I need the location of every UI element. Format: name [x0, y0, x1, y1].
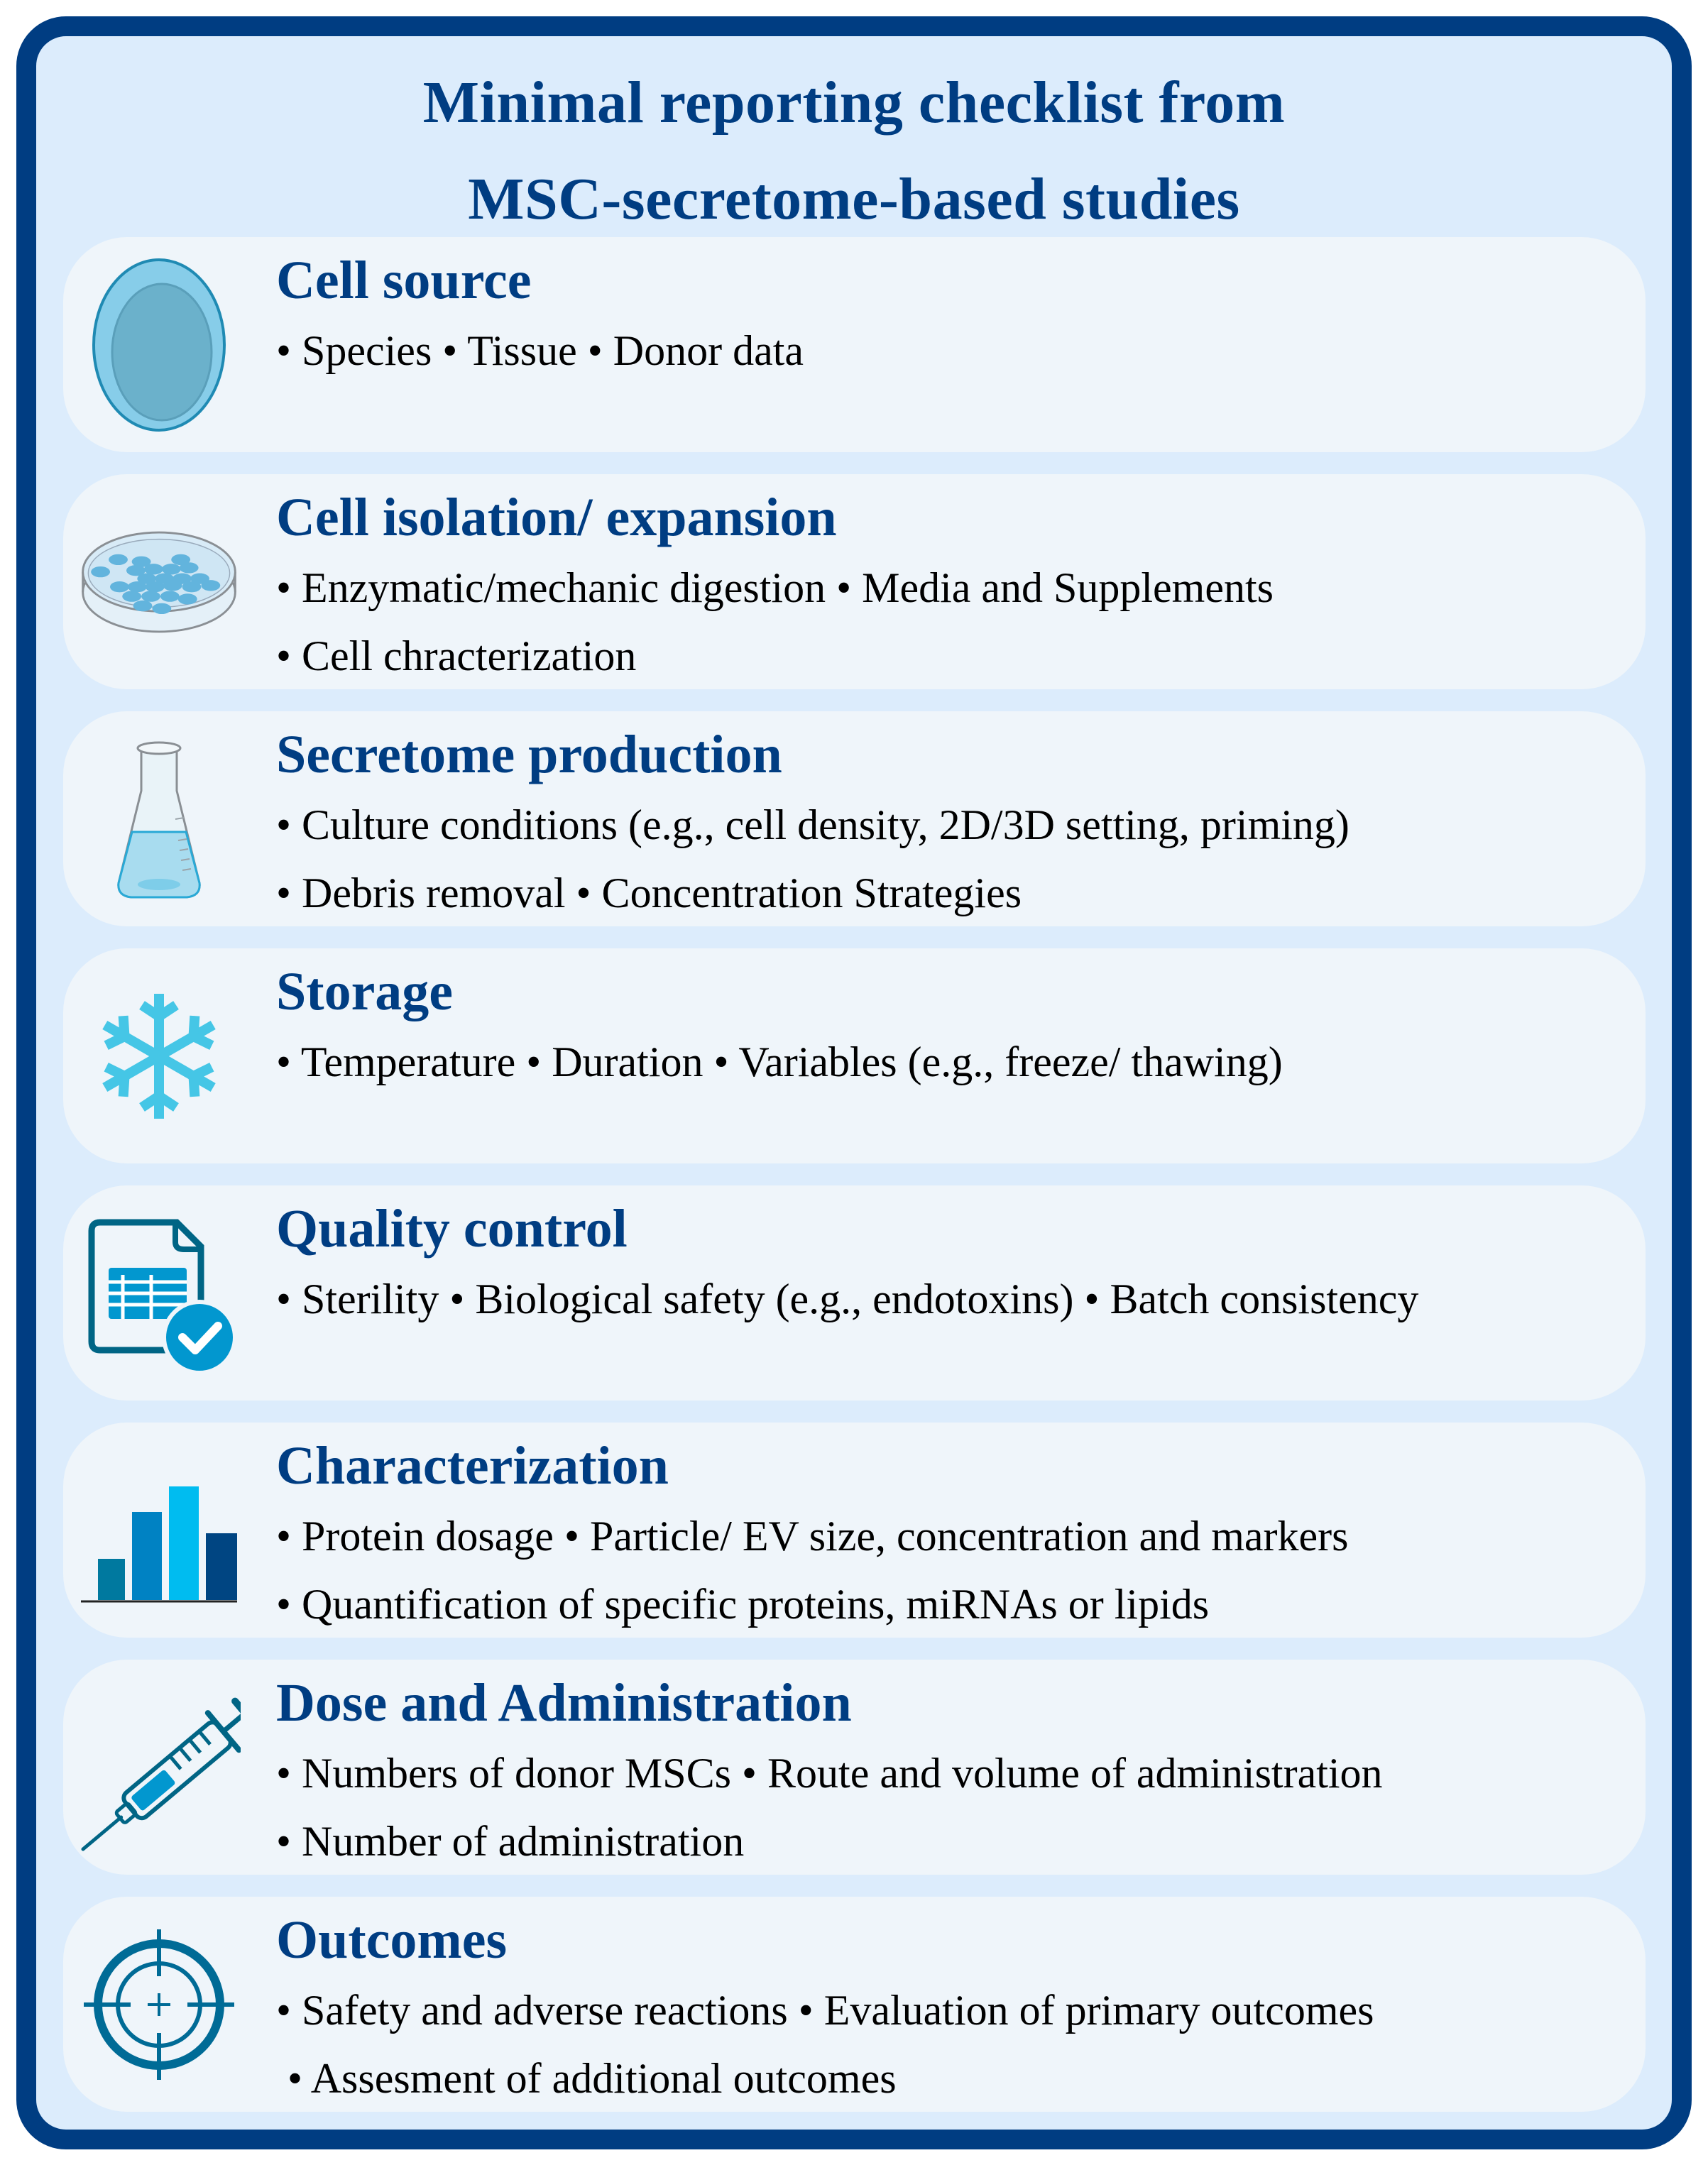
section-line: • Safety and adverse reactions • Evaluation of primary outcomes: [276, 1987, 1374, 2034]
target-icon: [77, 1897, 241, 2112]
section-line: • Cell chracterization: [276, 632, 637, 679]
section-heading: Cell isolation/ expansion: [276, 488, 837, 547]
spreadsheet-check-icon: [77, 1185, 241, 1401]
section-line: • Protein dosage • Particle/ EV size, concentration and markers: [276, 1513, 1349, 1560]
section-line: • Assesment of additional outcomes: [288, 2055, 897, 2102]
page-title: [36, 55, 1672, 248]
section-line: • Culture conditions (e.g., cell density, 2D/3D setting, priming): [276, 801, 1350, 848]
section-outcomes: [63, 1897, 1646, 2112]
section-heading: Characterization: [276, 1436, 669, 1496]
section-line: • Numbers of donor MSCs • Route and volume of administration: [276, 1750, 1383, 1797]
checklist-frame: [16, 16, 1692, 2149]
section-dose-administration: [63, 1660, 1646, 1875]
petri-dish-icon: [77, 474, 241, 689]
section-heading: Storage: [276, 962, 454, 1021]
section-storage: [63, 948, 1646, 1163]
section-line: • Temperature • Duration • Variables (e.g., freeze/ thawing): [276, 1039, 1283, 1085]
section-heading: Dose and Administration: [276, 1673, 852, 1733]
section-quality-control: [63, 1185, 1646, 1401]
bar-chart-icon: [77, 1423, 241, 1638]
section-line: • Debris removal • Concentration Strategies: [276, 870, 1022, 916]
flask-icon: [77, 711, 241, 926]
section-cell-isolation: [63, 474, 1646, 689]
cell-icon: [77, 237, 241, 452]
section-line: • Number of administration: [276, 1818, 745, 1865]
section-characterization: [63, 1423, 1646, 1638]
section-line: • Sterility • Biological safety (e.g., endotoxins) • Batch consistency: [276, 1276, 1419, 1322]
snowflake-icon: [77, 948, 241, 1163]
section-line: • Species • Tissue • Donor data: [276, 327, 804, 374]
syringe-icon: [77, 1660, 241, 1875]
section-heading: Outcomes: [276, 1910, 508, 1970]
section-secretome-production: [63, 711, 1646, 926]
title-line-2: MSC-secretome-based studies: [468, 166, 1240, 232]
section-heading: Quality control: [276, 1199, 628, 1259]
section-line: • Quantification of specific proteins, miRNAs or lipids: [276, 1581, 1210, 1628]
title-line-1: Minimal reporting checklist from: [422, 70, 1286, 136]
section-cell-source: [63, 237, 1646, 452]
section-heading: Secretome production: [276, 725, 782, 784]
section-line: • Enzymatic/mechanic digestion • Media and Supplements: [276, 564, 1274, 611]
section-heading: Cell source: [276, 251, 532, 310]
